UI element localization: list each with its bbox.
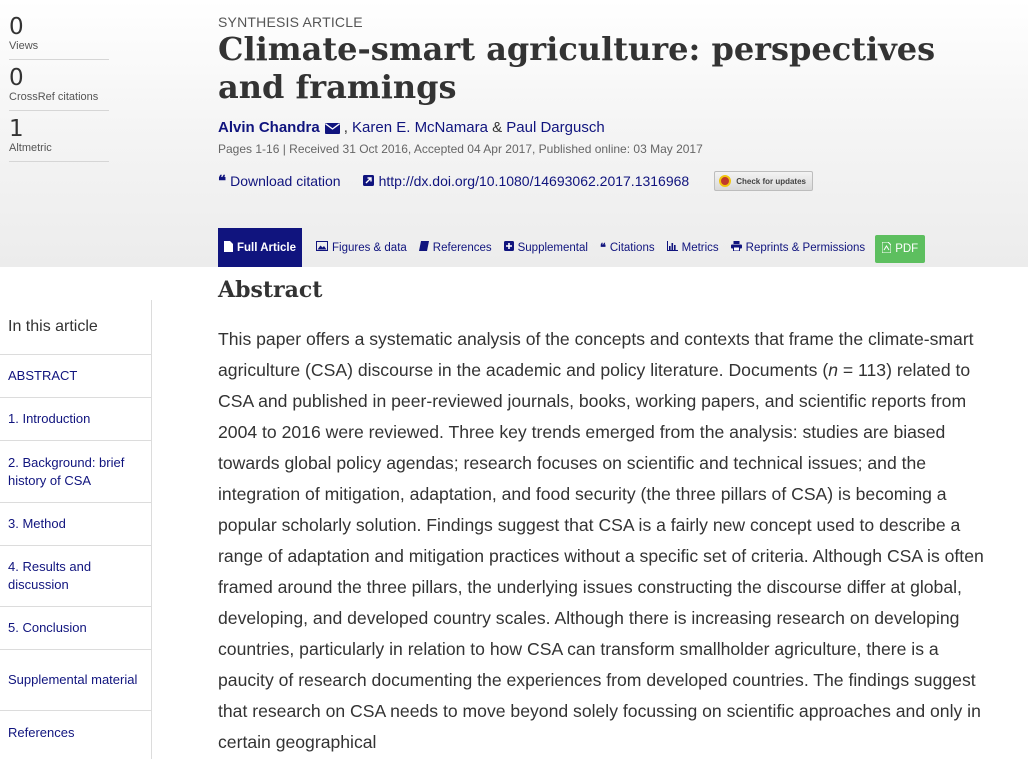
metric-altmetric[interactable] [9, 116, 109, 162]
pdf-icon [882, 242, 891, 256]
abstract-text-part: This paper offers a systematic analysis of the concepts and contexts that frame the climate-smart agriculture (CSA) discourse in the academic and policy literature. Documents ( [218, 329, 974, 380]
article-title: Climate-smart agriculture: perspectives and framings [218, 30, 936, 106]
plus-square-icon [504, 241, 514, 254]
bar-chart-icon [667, 241, 678, 254]
article-metrics [9, 14, 109, 167]
metric-label: Altmetric [9, 142, 52, 154]
tab-citations[interactable] [594, 228, 661, 267]
metric-value: 1 [9, 116, 24, 142]
abstract-heading: Abstract [218, 277, 323, 303]
download-citation-label: Download citation [230, 173, 341, 189]
metric-value: 0 [9, 65, 24, 91]
download-citation-link[interactable] [218, 172, 341, 190]
tab-supplemental[interactable] [498, 228, 594, 267]
doi-link[interactable] [363, 173, 690, 189]
envelope-icon[interactable] [325, 121, 340, 138]
doi-label: http://dx.doi.org/10.1080/14693062.2017.1316968 [378, 173, 690, 189]
metric-crossref[interactable] [9, 65, 109, 111]
toc-item-method[interactable]: 3. Method [0, 503, 151, 546]
toc-item-references[interactable]: References [8, 724, 75, 740]
check-for-updates-button[interactable] [714, 171, 813, 191]
toc-item-introduction[interactable]: 1. Introduction [0, 398, 151, 441]
tab-full-article[interactable] [218, 228, 302, 267]
abstract-text [218, 324, 993, 758]
tab-metrics[interactable] [661, 228, 725, 267]
abstract-text-part: = 113) related to CSA and published in peer-reviewed journals, books, working papers, and scientific reports from 2004 to 2016 were reviewed. Three key trends emerged from the analysis: studies are biased towards global policy agendas; research focuses on scientific and technical issues; and the integration of mitigation, adaptation, and food security (the three pillars of CSA) is becoming a popular scholarly solution. Findings suggest that CSA is a fairly new concept used to describe a range of adaptation and mitigation practices without a specific set of criteria. Although CSA is often framed around the three pillars, the underlying issues constructing the discourse differ at global, developing, and developed country scales. Although there is increasing research on developing countries, particularly in relation to how CSA can transform smallholder agriculture, there is a paucity of research documenting the experiences from developed countries. The findings suggest that research on CSA needs to move beyond solely focussing on scientific approaches and only in certain geographical [218, 360, 984, 752]
toc-item-conclusion[interactable]: 5. Conclusion [0, 607, 151, 650]
author-separator: , [343, 119, 348, 136]
check-updates-label: Check for updates [736, 176, 806, 186]
quote-icon: ❝ [218, 172, 227, 190]
crossmark-icon [719, 175, 731, 187]
book-icon [419, 241, 429, 254]
tab-label: Figures & data [332, 241, 407, 254]
in-this-article-sidebar [0, 300, 152, 759]
citation-row [218, 170, 813, 192]
sidebar-title: In this article [0, 300, 151, 355]
print-icon [731, 241, 742, 254]
tab-label: Supplemental [517, 241, 588, 254]
article-type: SYNTHESIS ARTICLE [218, 14, 363, 30]
image-icon [316, 241, 328, 254]
document-icon [224, 241, 233, 255]
tab-label: Metrics [681, 241, 719, 254]
author-separator: & [492, 119, 503, 136]
author-link[interactable]: Karen E. McNamara [352, 119, 488, 136]
tab-label: PDF [895, 242, 919, 255]
metric-views[interactable] [9, 14, 109, 60]
toc-item-abstract[interactable]: ABSTRACT [0, 355, 151, 398]
toc-item-background[interactable]: 2. Background: brief history of CSA [0, 441, 151, 503]
tab-references[interactable] [413, 228, 498, 267]
metric-value: 0 [9, 14, 24, 40]
tab-reprints-permissions[interactable] [725, 228, 872, 267]
tab-label: References [432, 241, 492, 254]
author-link[interactable]: Paul Dargusch [506, 119, 605, 136]
tab-label: Full Article [237, 241, 296, 254]
toc-item-supplemental[interactable]: Supplemental material [0, 650, 151, 711]
toc-item-results[interactable]: 4. Results and discussion [0, 546, 151, 607]
tab-figures-data[interactable] [310, 228, 413, 267]
external-link-icon [363, 173, 374, 189]
metric-label: Views [9, 40, 39, 52]
author-list [218, 119, 605, 138]
publication-info: Pages 1-16 | Received 31 Oct 2016, Accepted 04 Apr 2017, Published online: 03 May 2017 [218, 142, 703, 156]
quote-icon: ❝ [599, 241, 606, 254]
metric-label: CrossRef citations [9, 91, 99, 103]
pdf-download-button[interactable] [875, 235, 925, 263]
tab-label: Reprints & Permissions [745, 241, 866, 254]
article-tabs [218, 228, 925, 267]
author-link[interactable]: Alvin Chandra [218, 119, 320, 136]
tab-label: Citations [609, 241, 655, 254]
abstract-text-italic: n [828, 360, 838, 380]
